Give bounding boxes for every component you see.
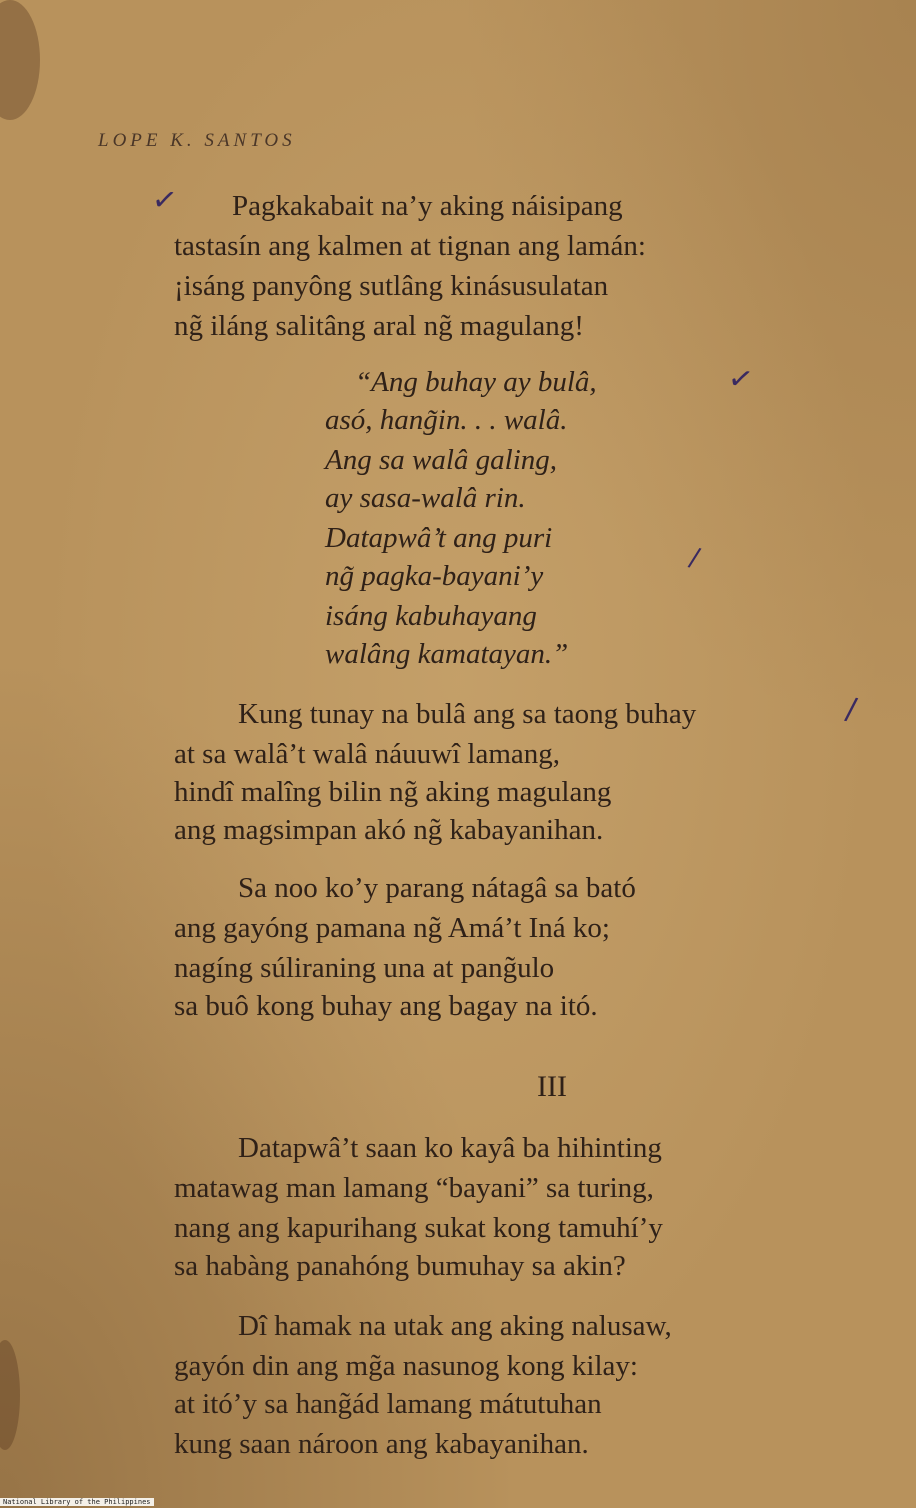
check-mark-icon: / (686, 542, 703, 574)
verse-line: nagíng súliraning una at pang̃ulo (174, 952, 555, 984)
verse-line: tastasín ang kalmen at tignan ang lamán: (174, 230, 646, 262)
verse-line: hindî malîng bilin ng̃ aking magulang (174, 776, 612, 808)
verse-line: ang gayóng pamana ng̃ Amá’t Iná ko; (174, 912, 610, 944)
verse-line: sa buô kong buhay ang bagay na itó. (174, 990, 598, 1022)
library-credit: National Library of the Philippines (0, 1498, 154, 1506)
quote-line: isáng kabuhayang (325, 600, 537, 632)
quote-line: walâng kamatayan.” (325, 638, 569, 670)
page-stain (0, 1340, 20, 1450)
check-mark-icon: ✓ (149, 181, 180, 220)
quote-line: asó, hang̃in. . . walâ. (325, 404, 568, 436)
verse-line: at sa walâ’t walâ náuuwî lamang, (174, 738, 560, 770)
verse-line: nang ang kapurihang sukat kong tamuhí’y (174, 1212, 663, 1244)
verse-line: Dî hamak na utak ang aking nalusaw, (238, 1310, 672, 1342)
verse-line: matawag man lamang “bayani” sa turing, (174, 1172, 654, 1204)
verse-line: Pagkakabait na’y aking náisipang (232, 190, 623, 222)
quote-line: “Ang buhay ay bulâ, (355, 366, 597, 398)
running-header: LOPE K. SANTOS (98, 130, 296, 151)
verse-line: Sa noo ko’y parang nátagâ sa bató (238, 872, 636, 904)
verse-line: ng̃ iláng salitâng aral ng̃ magulang! (174, 310, 584, 342)
quote-line: ng̃ pagka-bayani’y (325, 560, 544, 592)
verse-line: gayón din ang mg̃a nasunog kong kilay: (174, 1350, 638, 1382)
check-mark-icon: / (843, 691, 860, 728)
quote-line: Ang sa walâ galing, (325, 444, 558, 476)
verse-line: ¡isáng panyông sutlâng kinásusulatan (174, 270, 609, 302)
verse-line: Datapwâ’t saan ko kayâ ba hihinting (238, 1132, 662, 1164)
check-mark-icon: ✓ (725, 360, 757, 399)
verse-line: Kung tunay na bulâ ang sa taong buhay (238, 698, 697, 730)
verse-line: kung saan nároon ang kabayanihan. (174, 1428, 589, 1460)
verse-line: ang magsimpan akó ng̃ kabayanihan. (174, 814, 604, 846)
section-heading: III (537, 1070, 567, 1103)
verse-line: sa habàng panahóng bumuhay sa akin? (174, 1250, 626, 1282)
quote-line: ay sasa-walâ rin. (325, 482, 526, 514)
page-stain (0, 0, 40, 120)
verse-line: at itó’y sa hang̃ád lamang mátutuhan (174, 1388, 602, 1420)
quote-line: Datapwâ’t ang puri (325, 522, 553, 554)
